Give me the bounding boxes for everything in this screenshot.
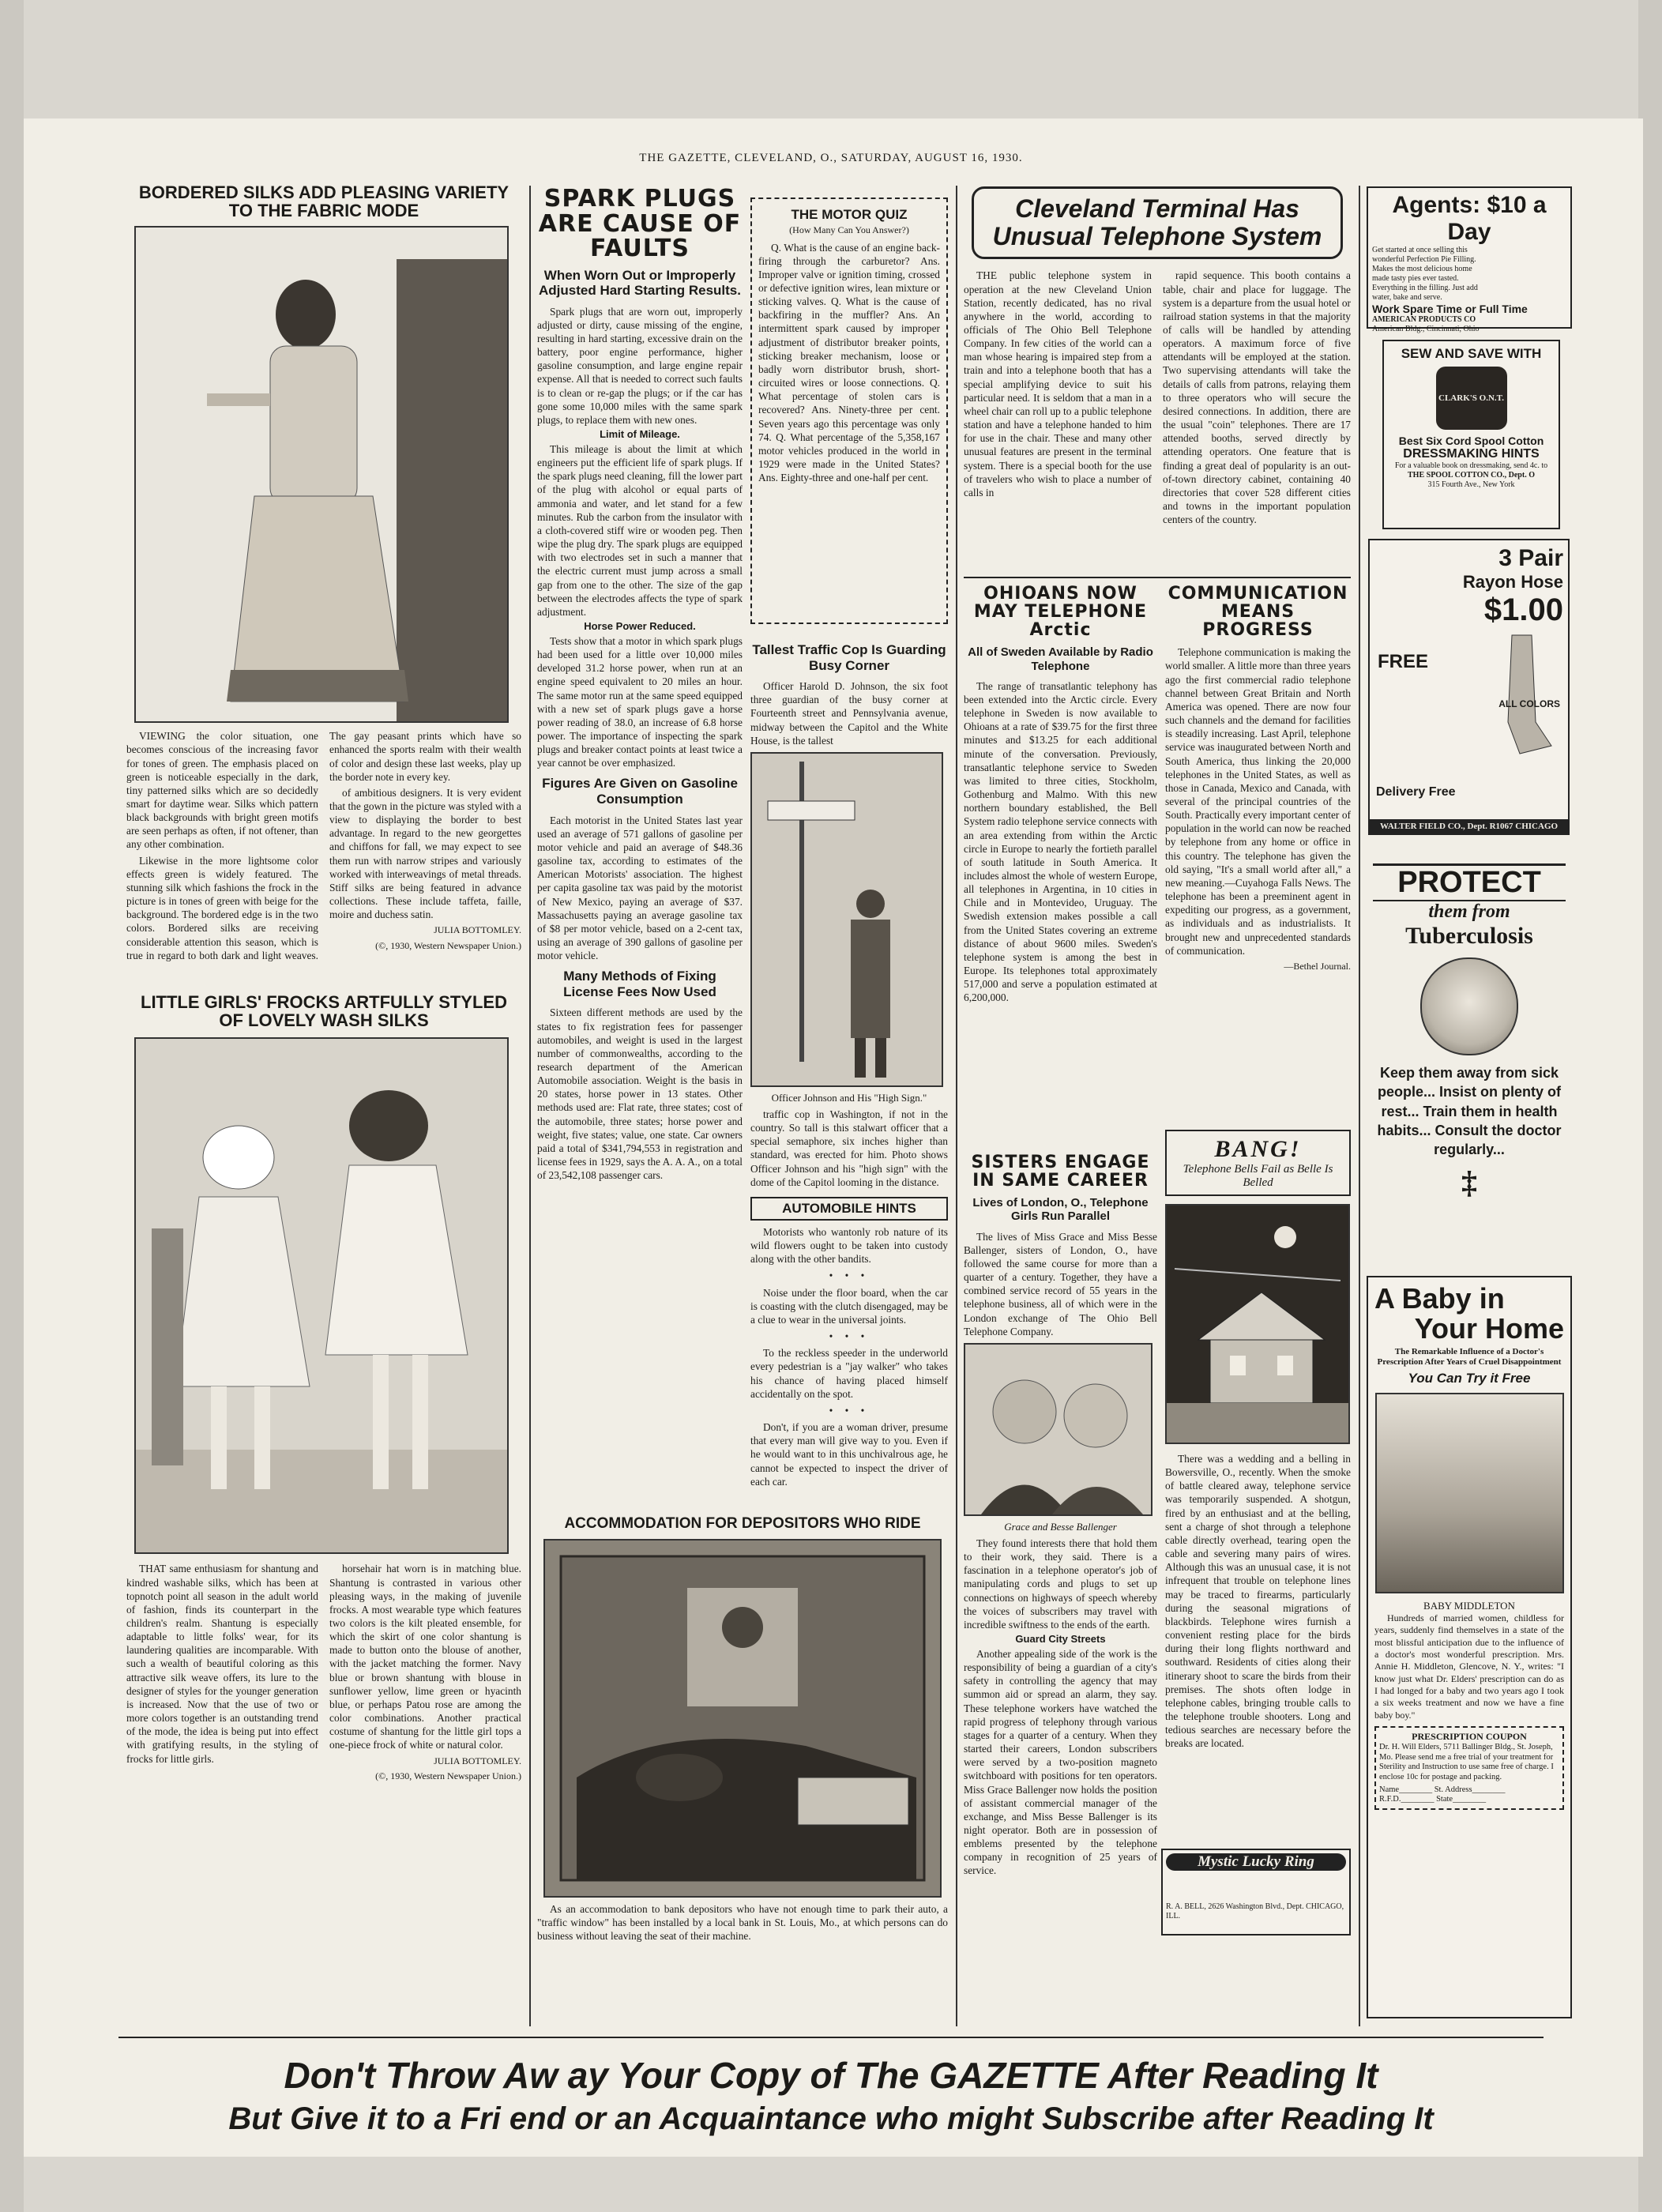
depositors-story <box>537 1509 948 2030</box>
hint-1: Motorists who wantonly rob nature of its wild flowers ought to be taken into custody along with the other bandits. <box>750 1226 948 1266</box>
bang-body: There was a wedding and a belling in Bowersville, O., recently. When the smoke of battle cleared away, telephone service was temporarily suspended. A shotgun, fired by an enthusiast and at the belling, sent a charge of shot through a telephone cable directly overhead, tearing open the cable and severing many pairs of wires. Although this was an unusual case, it is not infrequent that trouble on telephone lines may be traced to firearms, particularly during the seasonal migrations of blackbirds. Telephone wires furnish a convenient resting place for the birds during their long flights northward and southward. Residents of cities along their itinerary shoot to scare the birds from their premises. The shots often lodge in telephone cables, bringing trouble calls to the telephone trouble shooters. Long and tedious searches are necessary before the breaks are located. <box>1165 1453 1351 1750</box>
coupon-title: PRESCRIPTION COUPON <box>1412 1731 1527 1743</box>
sisters-body-3: Another appealing side of the work is the responsibility of being a guardian of a city's safety in controlling the agency that may summon aid or spread an alarm, they say. These telephone workers have watched the rapid progress of telephony through various stages for a quarter of a century. When they started their careers, London subscribers were served by a two-position magneto switchboard with positions for ten operators. Miss Grace Ballenger now holds the position of assistant commercial manager of the exchange, and Miss Besse Ballenger is its night operator. Both are in possession of emblems presented by the telephone company in recognition of 25 years of service. <box>964 1647 1157 1877</box>
terminal-headline-2: Unusual Telephone System <box>992 222 1322 251</box>
bang-headline: BANG! <box>1214 1136 1302 1162</box>
sew-ad-address: 315 Fourth Ave., New York <box>1427 480 1515 489</box>
traffic-cop-headline: Tallest Traffic Cop Is Guarding Busy Corner <box>752 642 946 673</box>
bordered-silks-headline: BORDERED SILKS ADD PLEASING VARIETY TO THE FABRIC MODE <box>138 182 510 221</box>
agents-ad-company: AMERICAN PRODUCTS CO <box>1372 315 1476 324</box>
sisters-portrait <box>965 1345 1151 1514</box>
fashion-photo-woman <box>134 226 509 723</box>
separator-dots: • • • <box>829 1330 870 1343</box>
baby-ad-caption: BABY MIDDLETON <box>1423 1599 1515 1612</box>
communication-credit: —Bethel Journal. <box>1284 960 1351 972</box>
little-girls-headline: LITTLE GIRLS' FROCKS ARTFULLY STYLED OF LOVELY WASH SILKS <box>141 992 507 1031</box>
sisters-story <box>964 1153 1157 2030</box>
separator-dots: • • • <box>829 1270 870 1282</box>
byline: JULIA BOTTOMLEY. <box>434 924 521 936</box>
thread-spool-icon: CLARK'S O.N.T. <box>1436 367 1507 430</box>
sisters-body: The lives of Miss Grace and Miss Besse Ballenger, sisters of London, O., have followed the same course for more than a quarter of a century. Together, they have a combined service record of 55 years in the telephone business, all of which were in the London exchange of The Ohio Bell Telephone Company. <box>964 1230 1157 1337</box>
spark-plugs-column <box>537 186 743 1490</box>
officer-illustration <box>752 754 942 1085</box>
mystic-ring-company: R. A. BELL, 2626 Washington Blvd., Dept. CHICAGO, ILL. <box>1166 1902 1344 1920</box>
automobile-hints <box>750 1197 948 1497</box>
traffic-cop-photo <box>750 752 943 1087</box>
section-rule <box>964 577 1351 578</box>
communication-body: Telephone communication is making the world smaller. A little more than three years ago the first commercial radio telephone channel between Great Britain and North America was opened. There are now four such channels and the demand for facilities is steadily increasing. Last April, telephone service was inaugurated between North and South America, thus linking the 20,000 telephones in the United States, as well as those in Canada, Mexico and Canada, with several of the principal countries of the South. Practically every important center of population in the world can now be reached by telephone from any home or office in this country. The telephone has given the old saying, "It's a small world after all," a new meaning.—Cuyahoga Falls News. The telephone has been a preeminent agent in expediting our progress, as a government, as individuals and as industrialists. It brought new and unprecedented standards of communication. <box>1165 646 1352 957</box>
horse-power-subhead: Horse Power Reduced. <box>584 619 696 632</box>
copyright-line: (©, 1930, Western Newspaper Union.) <box>375 1770 521 1781</box>
coupon-fields[interactable]: Name________ St. Address________ R.F.D.________ State________ <box>1379 1785 1506 1804</box>
mystic-ring-ad <box>1161 1849 1351 1936</box>
depositors-headline: ACCOMMODATION FOR DEPOSITORS WHO RIDE <box>564 1515 921 1532</box>
protect-tb: Tuberculosis <box>1405 923 1533 949</box>
car-at-bank-window-illustration <box>545 1540 940 1896</box>
baby-ad-title-1: A Baby in <box>1374 1282 1505 1315</box>
spool-cotton-ad <box>1382 340 1560 529</box>
prescription-coupon[interactable] <box>1374 1726 1564 1810</box>
traffic-cop-caption: Officer Johnson and His "High Sign." <box>771 1091 927 1104</box>
sisters-caption: Grace and Besse Ballenger <box>1004 1520 1117 1533</box>
motor-quiz-box <box>750 198 948 624</box>
baby-ad-try: You Can Try it Free <box>1408 1370 1531 1386</box>
communication-story <box>1165 585 1351 1153</box>
footer-line-1: Don't Throw Aw ay Your Copy of The GAZETTE After Reading It <box>284 2055 1378 2096</box>
column-rule <box>529 186 531 2026</box>
spark-plugs-headline: SPARK PLUGS ARE CAUSE OF FAULTS <box>538 185 742 262</box>
fashion-column <box>126 183 521 2032</box>
column-rule <box>956 186 957 2026</box>
baby-ad <box>1367 1276 1572 2018</box>
hose-ad-title: 3 Pair <box>1498 545 1563 571</box>
sew-ad-hints: DRESSMAKING HINTS <box>1403 447 1540 461</box>
hose-ad-delivery: Delivery Free <box>1376 785 1456 799</box>
house-night-illustration <box>1167 1206 1348 1443</box>
baby-ad-title-2: Your Home <box>1414 1311 1564 1345</box>
traffic-cop-story <box>750 636 948 1252</box>
bordered-silks-body-b: Likewise in the more lightsome color effects green is widely featured. The stunning silk which fashions the frock in the picture is in tones of green with beige for the background. The bordered edge is in the two colors. Bordered silks are receiving considerable attention this season, which is true in regard to both dark and light weaves. The gay peasant prints which have so enhanced the sports realm with their wealth of color and design these last weeks, play up the border note in every key. <box>126 730 521 961</box>
footer-line-2: But Give it to a Fri end or an Acquaintance who might Subscribe after Reading It <box>228 2101 1434 2136</box>
hint-3: To the reckless speeder in the underworld every pedestrian is a "jay walker" who takes his chance of having placed himself accidentally on the spot. <box>750 1347 948 1400</box>
mystic-ring-title: Mystic Lucky Ring <box>1166 1853 1346 1871</box>
hose-ad-subtitle: Rayon Hose <box>1462 572 1563 592</box>
motor-quiz-title: THE MOTOR QUIZ <box>791 207 908 222</box>
bordered-silks-body-c: of ambitious designers. It is very evident that the gown in the picture was styled with a view to displaying the border to best advantage. In regard to the new georgettes and chiffons for fall, we may expect to see them run with narrow stripes and variously worked with interweavings of metal threads. Stiff silks are being featured in advance collections. These include taffeta, faille, moire and duchess satin. <box>329 786 521 921</box>
bank-window-photo <box>543 1539 942 1898</box>
mileage-subhead: Limit of Mileage. <box>600 428 680 440</box>
girls-illustration <box>136 1039 507 1552</box>
sisters-body-2: They found interests there that hold them to their work, they said. There is a fascination in a telephone operator's job of manipulating cords and plugs to set up connections on highways of speech whereby the voices of subscribers may travel with incredible swiftness to the ends of the earth. <box>964 1537 1157 1631</box>
motor-quiz-subtitle: (How Many Can You Answer?) <box>789 224 909 235</box>
sew-ad-best: Best Six Cord Spool Cotton <box>1398 434 1544 447</box>
copyright-line: (©, 1930, Western Newspaper Union.) <box>375 939 521 951</box>
sew-ad-company: THE SPOOL COTTON CO., Dept. O <box>1408 471 1535 480</box>
arctic-subhead: All of Sweden Available by Radio Telephone <box>968 645 1153 673</box>
gasoline-headline: Figures Are Given on Gasoline Consumption <box>542 776 738 807</box>
ballenger-sisters-photo <box>964 1343 1152 1516</box>
spark-plugs-body-3: Tests show that a motor in which spark plugs had been used for a little over 10,000 miles developed 31.2 horse power, when run at an engine speed equivalent to 20 miles an hour. The same motor run at the same speed equipped with a new set of spark plugs gave a horse power reading of 38.0, an increase of 6.8 horse power. The importance of inspecting the spark plugs and breaker contact points at least twice a year cannot be over emphasized. <box>537 634 743 769</box>
hose-ad-price: $1.00 <box>1483 592 1563 627</box>
baby-ad-body: Hundreds of married women, childless for years, suddenly find themselves in a state of the most blissful anticipation due to the influence of a doctor's most wonderful prescription. Mrs. Annie H. Middleton, Glencove, N. Y., writes: "I know just what Dr. Elders' prescription can do as I had longed for a baby and two years ago I took a six weeks treatment and now we have a fine baby boy." <box>1374 1612 1564 1721</box>
sew-ad-small: For a valuable book on dressmaking, send 4c. to <box>1394 461 1548 470</box>
communication-headline: COMMUNICATION MEANS PROGRESS <box>1168 584 1348 641</box>
footer-rule <box>118 2037 1544 2038</box>
spark-plugs-subhead: When Worn Out or Improperly Adjusted Hard Starting Results. <box>539 267 741 299</box>
hose-ad-free: FREE <box>1378 651 1429 672</box>
arctic-headline: OHIOANS NOW MAY TELEPHONE Arctic <box>973 584 1148 641</box>
girls-frocks-photo <box>134 1037 509 1554</box>
terminal-body-a: THE public telephone system in operation at the new Cleveland Union Station, recently dedicated, has no rival anywhere in the world, according to officials of The Ohio Bell Telephone Company. In few cities of the world can a man whose hearing is impaired step from a train and into a telephone booth that has a special amplifying device to suit his particular need. It is seldom that a man in a wheel chair can roll up to a public telephone station and have a telephone handed to him for use in the chair. These and many other unusual features are present in the terminal system. There is a special booth for the use of travelers who wish to place a number of calls in <box>964 269 1152 498</box>
protect-title: PROTECT <box>1373 863 1566 901</box>
protect-sub: them from <box>1428 901 1510 922</box>
coupon-body: Dr. H. Will Elders, 5711 Ballinger Bldg., St. Joseph, Mo. Please send me a free trial of your treatment for Sterility and Instruction to use same free of charge. I enclose 10c for postage and packing. <box>1379 1743 1554 1781</box>
motor-quiz-body: Q. What is the cause of an engine back-firing through the carburetor? Ans. Improper valve or ignition timing, crossed or defective ignition wires, lean mixture or sticking valves. Q. What is the cause of backfiring in the muffler? Ans. An intermittent spark caused by improper adjustment of distributor breaker points, sticking breaker mechanism, loose or badly worn distributor brush, short-circuited wires or loose connections. Q. What percentage of stolen cars is recovered? Ans. Ninety-three per cent. Seven years ago this percentage was only 74. Q. What percentage of the 5,358,167 motor vehicles produced in the world in 1929 were made in the United States? Ans. Eighty-three and one-half per cent. <box>758 241 940 484</box>
spark-plugs-body-2: This mileage is about the limit at which engineers put the efficient life of spark plugs. If the spark plugs need cleaning, fill the lower part of the plug with alcohol or equal parts of ammonia and water, and let stand for a few minutes. Rub the carbon from the insulator with a cloth-covered stiff wire or wooden peg. Then wipe the plug dry. The spark plugs are equipped with two electrodes set in such a manner that the electric current must jump across a small gap from one to the other. The size of the gap between the electrodes affects the type of spark adjustment. <box>537 442 743 618</box>
left-page-edge <box>0 0 24 2212</box>
terminal-headline-1: Cleveland Terminal Has <box>1015 194 1299 223</box>
traffic-cop-body: Officer Harold D. Johnson, the six foot three guardian of the busy corner at Fourteenth street and Pennsylvania avenue, midway between the Capitol and the White House, is the tallest <box>750 680 948 747</box>
spark-plugs-body: Spark plugs that are worn out, improperly adjusted or dirty, cause missing of the engine, resulting in hard starting, excessive drain on the battery, poor engine performance, higher gasoline consumption, and large engine repair expense. All that is needed to correct such faults is to clean or re-gap the plugs; or if the car has gone some 10,000 miles with the same spark plugs, to replace them with new ones. <box>537 305 743 426</box>
arctic-body: The range of transatlantic telephony has been extended into the Arctic circle. Every telephone in Sweden is now available to Ohioans at a rate of $39.75 for the first three minutes and $13.25 for each additional minute of the conversation. Previously, transatlantic telephone service to Sweden was limited to three cities, Stockholm, Gothenburg and Malmo. With this new northern boundary established, the Bell System radio telephone service connects with an area extending from within the Arctic circle in Europe to nearly the fortieth parallel of south latitude in South America. It includes almost the whole of western Europe, all telephones in Argentina, in 10 cities in Chile and in Montevideo, Uruguay. The Swedish extension makes possible a call from the United States covering an extreme distance of about 9600 miles. Sweden's telephone system is among the best in Europe. Its telephones total approximately 517,000 and serve a population estimated at 6,200,000. <box>964 679 1157 1004</box>
hose-ad-colors: ALL COLORS <box>1498 698 1560 709</box>
terminal-headline-box <box>972 186 1343 259</box>
bang-subhead: Telephone Bells Fail as Belle Is Belled <box>1183 1163 1333 1189</box>
column-rule <box>1359 186 1360 2026</box>
little-girls-body-a: THAT same enthusiasm for shantung and kindred washable silks, which has been at topnotch point all season in the adult world of fashion, finds its counterpart in the children's realm. Shantung is especially adaptable to little folks' wear, for its laundering qualities are incomparable. With such a wealth of beautiful coloring as this attractive silk weave offers, its lure to the designer of styles for the younger generation is increased. Now that the use of two or more colors together is an outstanding trend of the mode, the idea is being put into effect with gratifying results, in the styling of frocks for little girls. <box>126 1563 318 1765</box>
depositors-caption: As an accommodation to bank depositors who have not enough time to park their auto, a "traffic window" has been installed by a local bank in St. Louis, Mo., at which persons can do business without leaving the seat of their machine. <box>537 1902 948 1943</box>
baby-ad-sub: The Remarkable Influence of a Doctor's Prescription After Years of Cruel Disappointment <box>1377 1346 1562 1367</box>
hint-4: Don't, if you are a woman driver, presume that every man will give way to you. Even if he would want to in this unchivalrous age, he cannot be expected to inspect the driver of each car. <box>750 1421 948 1488</box>
sisters-subhead: Lives of London, O., Telephone Girls Run Parallel <box>972 1196 1149 1224</box>
agents-ad-subhead: Work Spare Time or Full Time <box>1372 303 1528 315</box>
rayon-hose-ad <box>1368 539 1570 835</box>
sew-ad-title: SEW AND SAVE WITH <box>1401 346 1542 361</box>
masthead: THE GAZETTE, CLEVELAND, O., SATURDAY, AUGUST 16, 1930. <box>639 152 1023 164</box>
gasoline-body: Each motorist in the United States last year used an average of 571 gallons of gasoline per motor vehicle and paid an average of $48.36 gasoline tax, according to estimates of the American Motorists' association. The highest per capita gasoline tax was paid by the motorist of New Mexico, paying an average of $37. Massachusetts paying an average gasoline tax of $8 per motor vehicle, based on a 2-cent tax, using an average of 390 gallons of gasoline per motor vehicle. <box>537 814 743 962</box>
baby-photo <box>1375 1393 1564 1593</box>
sisters-headline: SISTERS ENGAGE IN SAME CAREER <box>971 1153 1150 1191</box>
agents-ad-title: Agents: $10 a Day <box>1392 192 1547 245</box>
belling-illustration-frame <box>1165 1204 1350 1444</box>
bang-headline-box <box>1165 1130 1351 1196</box>
separator-dots: • • • <box>829 1404 870 1416</box>
protect-body: Keep them away from sick people... Insist on plenty of rest... Train them in health habits... Consult the doctor regularly... <box>1377 1065 1562 1158</box>
double-cross-icon: ‡ <box>1461 1164 1477 1201</box>
terminal-body-b: rapid sequence. This booth contains a table, chair and place for luggage. The system is a departure from the usual hotel or railroad station systems in that the majority of calls will be handled by attending operators. A maximum force of five attendants will be employed at the station. Two supervising attendants will take the details of calls from patrons, relaying them to three operators who will secure the desired connections. In addition, there are the usual "coin" telephones. There are 17 attended booths, served directly by attending operators. One feature that is finding a great deal of popularity is an out-of-town directory cabinet, containing 40 directories that cover 528 different cities and towns in the important population centers of the country. <box>1163 269 1351 526</box>
hint-2: Noise under the floor board, when the car is coasting with the clutch disengaged, may be a clue to wear in the universal joints. <box>750 1286 948 1326</box>
hose-ad-company: WALTER FIELD CO., Dept. R1067 CHICAGO <box>1370 819 1568 833</box>
agents-ad <box>1367 186 1572 333</box>
little-girls-body-b: horsehair hat worn is in matching blue. Shantung is contrasted in various other pleasing ways, in the making of juvenile frocks. A most wearable type which features two colors is the kilt pleated ensemble, for which the skirt of one color shantung is made to button onto the blouse of another, with the jacket matching the former. Navy blue or brown shantung with blouse in sunflower yellow, lime green or hyacinth blue, or perhaps Patou rose are among the color combinations. Another practical costume of shantung for the little girl tops a one-piece frock of white or natural color. <box>329 1563 521 1751</box>
license-fees-headline: Many Methods of Fixing License Fees Now Used <box>563 969 716 999</box>
agents-ad-address: American Bldg., Cincinnati, Ohio <box>1372 325 1480 333</box>
tuberculosis-ad <box>1367 857 1572 1268</box>
child-portrait <box>1420 957 1518 1055</box>
woman-illustration <box>136 228 507 721</box>
bordered-silks-body-a: VIEWING the color situation, one becomes conscious of the increasing favor for tones of green. The emphasis placed on green is noticeable especially in the dark, tiny patterned silks which are so decidedly smart for daytime wear. Silks which pattern black backgrounds with bright green motifs are seen perhaps as often, if not oftener, than any other combination. <box>126 730 318 851</box>
traffic-cop-body-2: traffic cop in Washington, if not in the country. So tall is this stalwart officer that a special semaphore, six inches higher than standard, was erected for him. Photo shows Officer Johnson and his "high sign" with the dome of the Capitol looming in the distance. <box>750 1108 948 1188</box>
agents-ad-body: Get started at once selling this wonderful Perfection Pie Filling. Makes the most delicious home made tasty pies ever tasted. Everything in the filling. Just add water, bake and serve. <box>1372 246 1478 302</box>
guard-streets-subhead: Guard City Streets <box>1015 1633 1106 1646</box>
terminal-story <box>964 186 1351 581</box>
automobile-hints-title: AUTOMOBILE HINTS <box>750 1197 948 1221</box>
license-fees-body: Sixteen different methods are used by the states to fix registration fees for passenger automobiles, and weight is used in the largest number of commonwealths, according to the research department of the American Automobile association. Weight is the basis in 20 states, horse power in 13 states. Other methods used are: Flat rate, three states; cost of the automobile, three states; horse power and weight, five states; value, one state. Car owners paid a total of $341,794,553 in registration and license fees in 1929, says the A. A. A., on a total of 23,542,108 passenger cars. <box>537 1006 743 1182</box>
byline: JULIA BOTTOMLEY. <box>434 1755 521 1766</box>
